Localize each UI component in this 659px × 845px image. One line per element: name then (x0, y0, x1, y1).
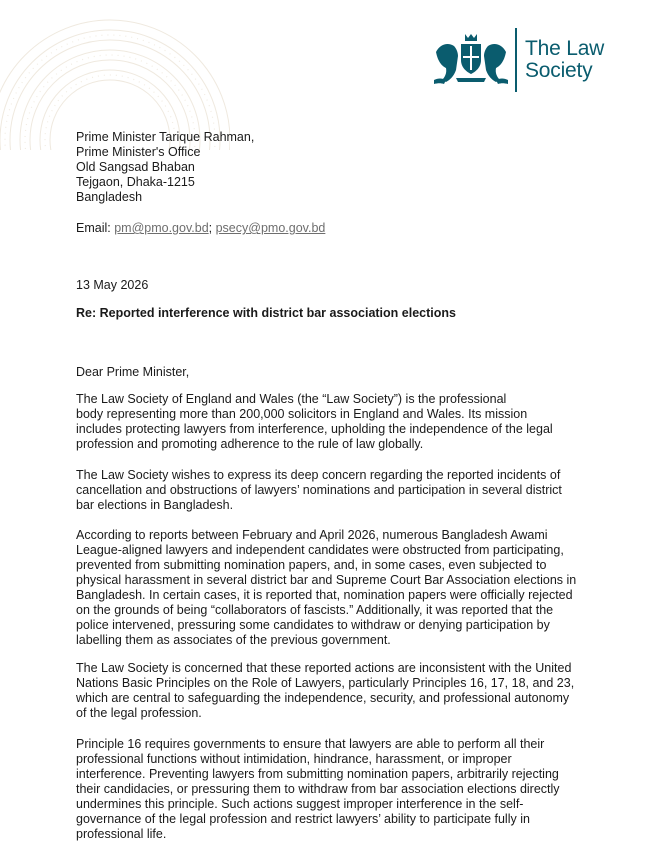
paragraph-line: The Law Society is concerned that these reported actions are inconsistent with the United (76, 661, 572, 675)
email-link-psecy[interactable]: psecy@pmo.gov.bd (215, 221, 326, 235)
letter-date: 13 May 2026 (76, 278, 149, 292)
body-paragraph-1 (76, 392, 596, 452)
email-label: Email: (76, 221, 115, 235)
salutation: Dear Prime Minister, (76, 365, 190, 379)
law-society-logo (432, 28, 632, 94)
paragraph-line: physical harassment in several district bar and Supreme Court Bar Association elections in (76, 573, 577, 587)
paragraph-line: on the grounds of being “collaborators of fascists.” Additionally, it was reported that the (76, 603, 554, 617)
paragraph-line: cancellation and obstructions of lawyers’ nominations and participation in several district (76, 483, 562, 497)
paragraph-line: undermines this principle. Such actions suggest improper interference in the self- (76, 797, 524, 811)
paragraph-line: According to reports between February and April 2026, numerous Bangladesh Awami (76, 528, 548, 542)
address-line: Tejgaon, Dhaka-1215 (76, 175, 195, 189)
paragraph-line: labelling them as associates of the previous government. (76, 633, 391, 647)
paragraph-line: professional functions without intimidation, hindrance, harassment, or improper (76, 752, 512, 766)
logo-line-2: Society (525, 59, 593, 82)
paragraph-line: police intervened, pressuring some candidates to withdraw or denying participation by (76, 618, 550, 632)
paragraph-line: prevented from submitting nomination papers, and, in some cases, even subjected to (76, 558, 547, 572)
subject-line: Re: Reported interference with district bar association elections (76, 306, 456, 320)
logo-divider (515, 28, 517, 92)
paragraph-line: interference. Preventing lawyers from submitting nomination papers, arbitrarily rejecting (76, 767, 559, 781)
email-separator: ; (208, 221, 216, 235)
address-line: Old Sangsad Bhaban (76, 160, 195, 174)
body-paragraph-5 (76, 737, 596, 842)
paragraph-line: professional life. (76, 827, 167, 841)
logo-line-1: The Law (525, 37, 605, 60)
email-link-pm[interactable]: pm@pmo.gov.bd (114, 221, 209, 235)
paragraph-line: League-aligned lawyers and independent candidates were obstructed from participating, (76, 543, 564, 557)
address-line: Bangladesh (76, 190, 143, 204)
paragraph-line: The Law Society wishes to express its deep concern regarding the reported incidents of (76, 468, 561, 482)
body-paragraph-2 (76, 468, 596, 513)
body-paragraph-3 (76, 528, 596, 648)
paragraph-line: governance of the legal profession and restrict lawyers’ ability to participate fully in (76, 812, 530, 826)
body-paragraph-4 (76, 661, 596, 721)
paragraph-line: Bangladesh. In certain cases, it is reported that, nomination papers were officially rejected (76, 588, 573, 602)
paragraph-line: of the legal profession. (76, 706, 202, 720)
paragraph-line: bar elections in Bangladesh. (76, 498, 234, 512)
recipient-address (76, 130, 254, 205)
paragraph-line: Principle 16 requires governments to ensure that lawyers are able to perform all their (76, 737, 545, 751)
paragraph-line: body representing more than 200,000 solicitors in England and Wales. Its mission (76, 407, 528, 421)
paragraph-line: their candidacies, or pressuring them to withdraw from bar association elections directly (76, 782, 560, 796)
address-line: Prime Minister's Office (76, 145, 201, 159)
paragraph-line: which are central to safeguarding the independence, security, and professional autonomy (76, 691, 570, 705)
paragraph-line: Nations Basic Principles on the Role of Lawyers, particularly Principles 16, 17, 18, and 23, (76, 676, 575, 690)
address-line: Prime Minister Tarique Rahman, (76, 130, 255, 144)
paragraph-line: profession and promoting adherence to the rule of law globally. (76, 437, 424, 451)
decorative-arcs (0, 0, 230, 150)
logo-wordmark (525, 38, 604, 82)
crest-icon (432, 32, 510, 88)
paragraph-line: includes protecting lawyers from interference, upholding the independence of the legal (76, 422, 553, 436)
paragraph-line: The Law Society of England and Wales (the “Law Society”) is the professional (76, 392, 507, 406)
email-line (76, 221, 325, 236)
